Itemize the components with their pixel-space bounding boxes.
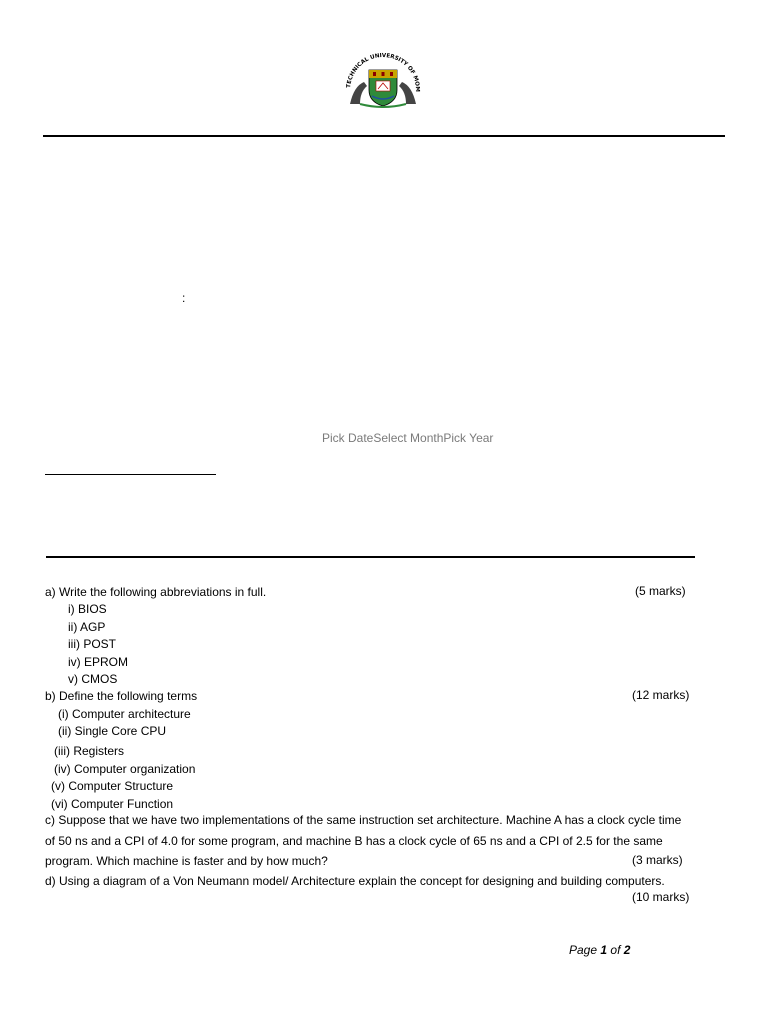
university-crest-icon <box>340 46 426 110</box>
page-total: 2 <box>623 943 631 957</box>
question-c-line-2: of 50 ns and a CPI of 4.0 for some program, and machine B has a clock cycle of 65 ns and a CPI of 2.5 for the same <box>45 834 663 848</box>
list-item: i) BIOS <box>68 602 107 616</box>
question-c-line-3: program. Which machine is faster and by how much? <box>45 854 328 868</box>
question-b: b) Define the following terms <box>45 689 198 703</box>
question-d-marks: (10 marks) <box>632 890 690 904</box>
list-item: (v) Computer Structure <box>51 779 174 793</box>
list-item: ii) AGP <box>68 620 106 634</box>
question-a: a) Write the following abbreviations in full. <box>45 585 267 599</box>
page-current: 1 <box>600 943 608 957</box>
list-item: (iii) Registers <box>54 744 125 758</box>
question-c-marks: (3 marks) <box>632 853 683 867</box>
date-picker-placeholder[interactable]: Pick DateSelect MonthPick Year <box>322 431 494 445</box>
of-word: of <box>610 943 621 957</box>
list-item: iii) POST <box>68 637 116 651</box>
page-number <box>569 943 630 957</box>
list-item: iv) EPROM <box>68 655 128 669</box>
section-divider <box>46 556 695 558</box>
question-b-marks: (12 marks) <box>632 688 690 702</box>
svg-text:TECHNICAL UNIVERSITY OF MOMBAS: TECHNICAL UNIVERSITY OF MOM <box>346 52 421 93</box>
list-item: (ii) Single Core CPU <box>58 724 167 738</box>
signature-line <box>45 474 216 475</box>
question-c-line-1: c) Suppose that we have two implementations of the same instruction set architecture. Machine A has a clock cycle time <box>45 813 682 827</box>
question-d: d) Using a diagram of a Von Neumann model/ Architecture explain the concept for designing and building computers. <box>45 874 665 888</box>
list-item: v) CMOS <box>68 672 118 686</box>
header-divider <box>43 135 725 137</box>
list-item: (vi) Computer Function <box>51 797 174 811</box>
page-word: Page <box>569 943 598 957</box>
question-a-marks: (5 marks) <box>635 584 686 598</box>
field-colon: : <box>182 291 186 305</box>
list-item: (iv) Computer organization <box>54 762 196 776</box>
list-item: (i) Computer architecture <box>58 707 191 721</box>
